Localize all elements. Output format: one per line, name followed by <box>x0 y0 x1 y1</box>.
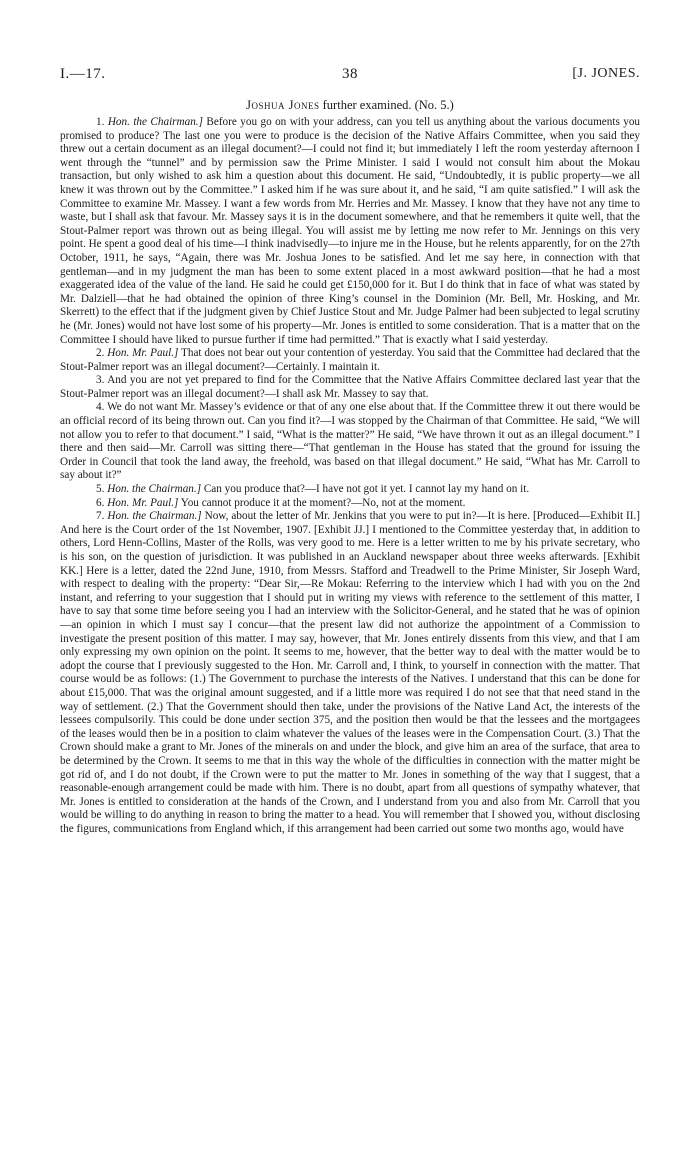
paragraph-text: Before you go on with your address, can you tell us anything about the various documents you promised to produce? The last one you were to produce is the decision of the Native Affairs Committee, when you said they threw out a certain document as an illegal document?—I could not find it; but immediately I left the room yesterday afternoon I went through the “tunnel” and by permission saw the Prime Minister. I said I would not consult him about the Mokau transaction, but only wished to ask him a question about this document. He said, “Undoubtedly, it is public property—we all knew it was thrown out by the Committee.” I asked him if he was sure about it, and he said, “I am quite satisfied.” I will ask the Committee to examine Mr. Massey. I want a few words from Mr. Herries and Mr. Massey. I know that they have not any time to waste, but I shall ask that favour. Mr. Massey says it is in the document somewhere, and that he remembers it quite well, that the Stout-Palmer report was thrown out as being illegal. You will assist me by letting me now refer to Mr. Jennings on this very point. He spent a good deal of his time—I think inadvisedly—to injure me in the House, but he relents apparently, for on the 27th October, 1911, he says, “Again, there was Mr. Joshua Jones to be satisfied. And let me say here, in connection with that gentleman—and in my judgment the man has been to some extent placed in a most awkward position—that he had a most exaggerated idea of the value of the land. He said he could get £150,000 for it. But I do think that in face of what was stated by Mr. Dalziell—that he had obtained the opinion of three King’s counsel in the Dominion (Mr. Bell, Mr. Hosking, and Mr. Skerrett) to the effect that if the judgment given by Chief Justice Stout and Mr. Judge Palmer had been subjected to legal scrutiny he (Mr. Jones) would not have lost some of his property—Mr. Jones is entitled to some consideration. That is a matter that on the Committee I should have liked to pursue further if time had permitted.” That is exactly what I said yesterday. <box>60 116 641 346</box>
paragraph-text: You cannot produce it at the moment?—No, not at the moment. <box>180 496 466 509</box>
section-title-rest: further examined. (No. 5.) <box>322 98 454 112</box>
section-title <box>60 98 640 113</box>
paragraph <box>60 483 640 497</box>
witness-name: [J. JONES. <box>572 66 640 81</box>
speaker: Hon. Mr. Paul.] <box>107 347 179 360</box>
paragraph-number: 7. <box>96 510 105 523</box>
paragraph-text: We do not want Mr. Massey’s evidence or that of any one else about that. If the Committee threw it out there would be an official record of its being thrown out. Can you find it?—I was stopped by the Chairman of that Committee. He said, “We will not allow you to refer to that document.” I said, “What is the matter?” He said, “We have thrown it out as an illegal document.” I there and then said—Mr. Carroll was sitting there—“That gentleman in the House has stated that the ground for issuing the Order in Council that took the land away, the freehold, was based on that illegal document.” He said, “What has Mr. Carroll to say about it?” <box>60 401 640 482</box>
paragraph-number: 1. <box>96 116 105 128</box>
paragraph <box>60 116 640 347</box>
paragraph <box>60 347 640 374</box>
paragraph-number: 2. <box>96 347 105 360</box>
paragraph-text: Now, about the letter of Mr. Jenkins that you were to put in?—It is here. [Produced—Exhibit II.] And here is the Court order of the 1st November, 1907. [Exhibit JJ.] I mentioned to the Committee yesterday that, in addition to others, Lord Henn-Collins, Master of the Rolls, was very good to me. Here is a letter written to me by his private secretary, who is his son, on the question of jurisdiction. It was published in an Auckland newspaper about three weeks afterwards. [Exhibit KK.] Here is a letter, dated the 22nd June, 1910, from Messrs. Stafford and Treadwell to the Prime Minister, Sir Joseph Ward, with respect to dealing with the property: “Dear Sir,—Re Mokau: Referring to the interview which I had with you on the 2nd instant, and referring to your suggestion that I should put in writing my views with reference to the settlement of this matter, I have to say that some time before seeing you I had an interview with the Solicitor-General, and he stated that he was of opinion—an opinion in which I must say I concur—that the present law did not authorize the appointment of a Commission to investigate the present position of this matter. I may say, however, that Mr. Jones entirely dissents from this view, and that I am only expressing my own opinion on the point. It seems to me, however, that the better way to deal with the matter would be to adopt the course that I previously suggested to the Hon. Mr. Carroll and, I think, to yourself in connection with the matter. That course would be as follows: (1.) The Government to purchase the interests of the Natives. I understand that this can be done for about £15,000. That was the original amount suggested, and if a little more was required I do not see that that need stand in the way of settlement. (2.) That the Government should then take, under the provisions of the Native Land Act, the interests of the lessees compulsorily. This could be done under section 375, and the position then would be that the lessees and the mortgagees of the leases would then be in a position to claim whatever the values of the leases were in the Compensation Court. (3.) That the Crown should make a grant to Mr. Jones of the minerals on and under the block, and give him an area of the surface, that area to be determined by the Crown. It seems to me that in this way the whole of the difficulties in connection with the matter might be got rid of, and I do not doubt, if the Crown were to put the matter to Mr. Jones in something of the way that I suggest, that a reasonable-enough arrangement could be made with him. There is no doubt, apart from all questions of sympathy whatever, that Mr. Jones is entitled to consideration at the hands of the Crown, and I understand from you and also from Mr. Carroll that you would be willing to do anything in reason to bring the matter to a head. You will remember that I showed you, without disclosing the figures, communications from England which, if this arrangement had been carried out some two months ago, would have <box>60 510 641 835</box>
paragraph <box>60 497 640 511</box>
document-body <box>60 116 640 836</box>
speaker: Hon. the Chairman.] <box>107 116 203 128</box>
witness-full-name: Joshua Jones <box>246 98 320 112</box>
paragraph <box>60 401 640 483</box>
paragraph-number: 3. <box>96 374 105 387</box>
page-header <box>60 66 640 90</box>
paragraph-text: That does not bear out your contention of yesterday. You said that the Committee had declared that the Stout-Palmer report was an illegal document?—Certainly. I maintain it. <box>60 347 640 373</box>
speaker: Hon. the Chairman.] <box>107 510 202 523</box>
paper-reference: I.—17. <box>60 66 106 82</box>
page-number: 38 <box>342 66 358 82</box>
speaker: Hon. the Chairman.] <box>107 483 202 496</box>
paragraph-number: 6. <box>96 496 105 509</box>
paragraph-number: 5. <box>96 483 105 496</box>
paragraph-text: Can you produce that?—I have not got it yet. I cannot lay my hand on it. <box>203 483 530 496</box>
paragraph-text: And you are not yet prepared to find for the Committee that the Native Affairs Committee declared last year that the Stout-Palmer report was an illegal document?—I shall ask Mr. Massey to say that. <box>60 374 640 400</box>
speaker: Hon. Mr. Paul.] <box>107 496 179 509</box>
paragraph <box>60 510 640 836</box>
paragraph-number: 4. <box>96 401 105 414</box>
paragraph <box>60 374 640 401</box>
